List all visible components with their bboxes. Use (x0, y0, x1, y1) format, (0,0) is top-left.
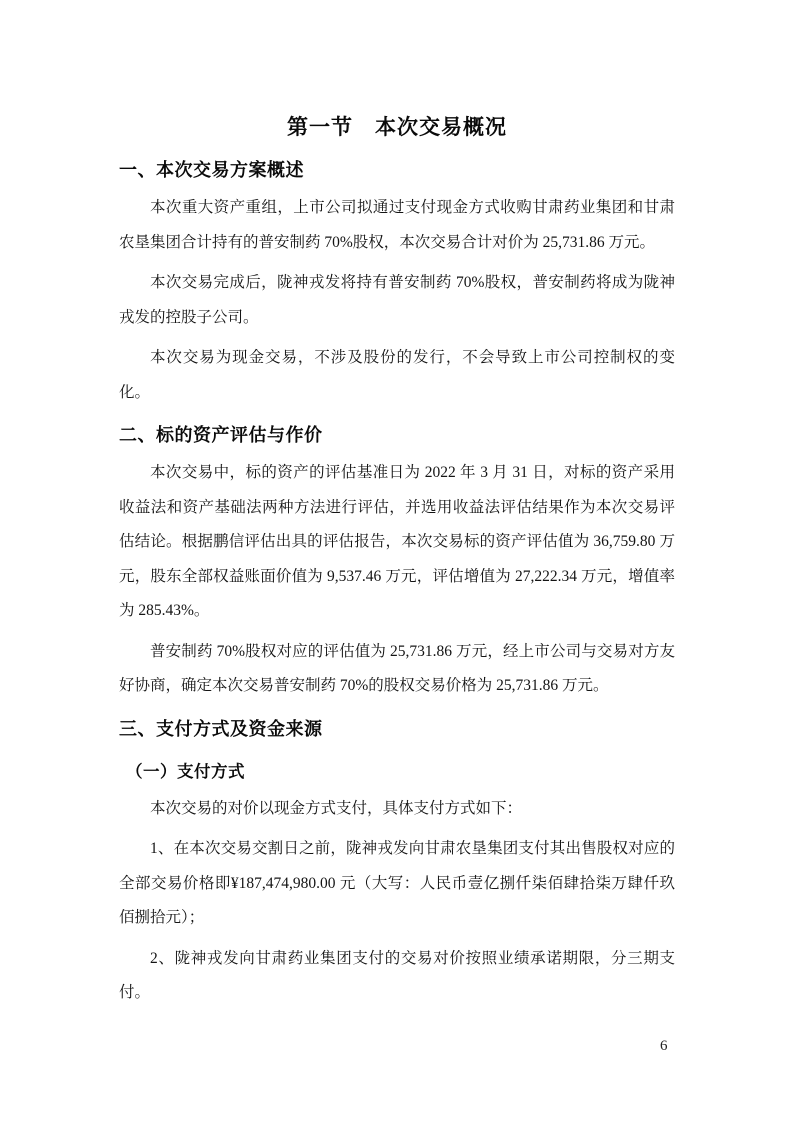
paragraph-payment-intro: 本次交易的对价以现金方式支付，具体支付方式如下： (150, 799, 523, 817)
paragraph-valuation-2: 普安制药 70%股权对应的评估值为 25,731.86 万元，经上市公司与交易对方友好协商，确定本次交易普安制药 70%的股权交易价格为 25,731.86 万元。 (119, 642, 675, 694)
section-heading-3: 三、支付方式及资金来源 (119, 718, 323, 739)
paragraph-transaction-overview-1: 本次重大资产重组，上市公司拟通过支付现金方式收购甘肃药业集团和甘肃农垦集团合计持有的普安制药 70%股权，本次交易合计对价为 25,731.86 万元。 (119, 199, 675, 251)
subsection-heading-payment-method: （一）支付方式 (126, 762, 245, 781)
section-heading-2: 二、标的资产评估与作价 (119, 425, 323, 445)
paragraph-transaction-overview-2: 本次交易完成后，陇神戎发将持有普安制药 70%股权，普安制药将成为陇神戎发的控股子公司。 (119, 274, 675, 326)
section-heading-1: 一、本次交易方案概述 (119, 160, 304, 180)
paragraph-valuation-1: 本次交易中，标的资产的评估基准日为 2022 年 3 月 31 日，对标的资产采用收益法和资产基础法两种方法进行评估，并选用收益法评估结果作为本次交易评估结论。根据鹏信评估出具的评估报告，本次交易标的资产评估值为 36,759.80 万元，股东全部权益账面价值为 9,537.46 万元，评估增值为 27,222.34 万元，增值率为 285.43%。 (119, 464, 675, 619)
chapter-title: 第一节 本次交易概况 (287, 116, 507, 139)
paragraph-payment-item-1: 1、在本次交易交割日之前，陇神戎发向甘肃农垦集团支付其出售股权对应的全部交易价格即¥187,474,980.00 元（大写：人民币壹亿捌仟柒佰肆拾柒万肆仟玖佰捌拾元）； (119, 840, 675, 926)
page-number: 6 (660, 1038, 668, 1054)
paragraph-transaction-overview-3: 本次交易为现金交易，不涉及股份的发行，不会导致上市公司控制权的变化。 (119, 349, 675, 401)
paragraph-payment-item-2: 2、陇神戎发向甘肃药业集团支付的交易对价按照业绩承诺期限，分三期支付。 (119, 949, 675, 1001)
